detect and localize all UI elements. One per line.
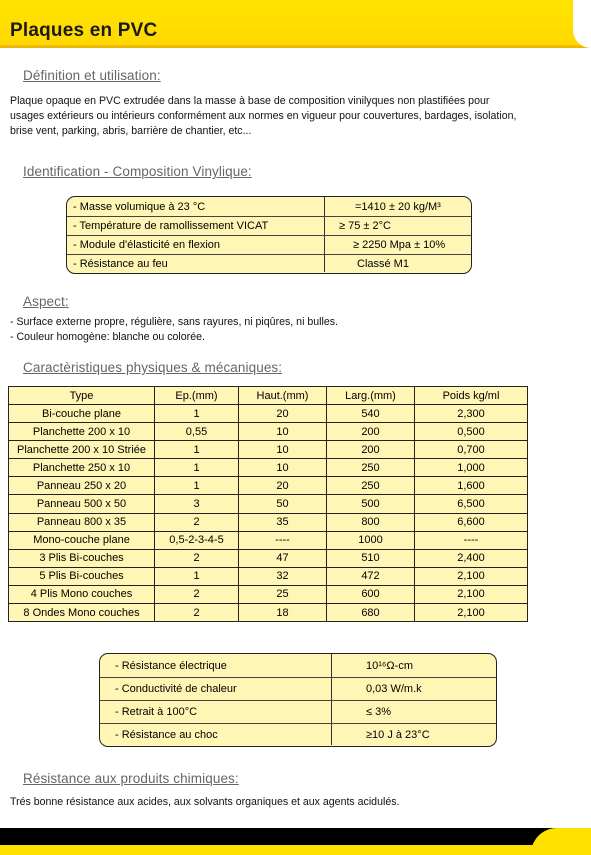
propriete-label: - Résistance au choc <box>100 724 332 745</box>
table-row <box>9 423 528 441</box>
identification-label: - Résistance au feu <box>67 255 325 272</box>
identification-value: ≥ 2250 Mpa ± 10% <box>353 239 446 251</box>
table-cell: 2,100 <box>415 585 528 603</box>
table-cell: Mono-couche plane <box>9 531 155 549</box>
table-body <box>9 405 528 622</box>
table-row <box>9 585 528 603</box>
table-cell: Panneau 500 x 50 <box>9 495 155 513</box>
table-cell: 1 <box>155 441 239 459</box>
table-cell: 472 <box>327 567 415 585</box>
header-corner <box>573 0 591 48</box>
table-row <box>9 567 528 585</box>
identification-label: - Température de ramollissement VICAT <box>67 217 325 235</box>
table-row <box>9 513 528 531</box>
caracteristiques-heading: Caractèristiques physiques & mécaniques: <box>23 360 283 375</box>
table-cell: 2,400 <box>415 549 528 567</box>
table-cell: 10 <box>239 423 327 441</box>
definition-text <box>10 94 580 139</box>
table-cell: 50 <box>239 495 327 513</box>
table-cell: 1 <box>155 567 239 585</box>
table-cell: 1000 <box>327 531 415 549</box>
table-cell: Panneau 800 x 35 <box>9 513 155 531</box>
definition-heading: Définition et utilisation: <box>23 68 161 83</box>
table-row <box>9 531 528 549</box>
table-cell: Planchette 200 x 10 Striée <box>9 441 155 459</box>
identification-row <box>67 254 471 272</box>
table-cell: 680 <box>327 604 415 622</box>
column-header-larg: Larg.(mm) <box>327 387 415 405</box>
table-cell: 47 <box>239 549 327 567</box>
table-row <box>9 604 528 622</box>
table-cell: 3 <box>155 495 239 513</box>
table-cell: Planchette 200 x 10 <box>9 423 155 441</box>
table-cell: 0,500 <box>415 423 528 441</box>
table-cell: 10 <box>239 459 327 477</box>
table-cell: 2,100 <box>415 567 528 585</box>
table-row <box>9 459 528 477</box>
table-cell: 2 <box>155 585 239 603</box>
table-cell: 4 Plis Mono couches <box>9 585 155 603</box>
table-cell: ---- <box>415 531 528 549</box>
caracteristiques-table <box>8 386 528 622</box>
table-cell: Planchette 250 x 10 <box>9 459 155 477</box>
propriete-label: - Conductivité de chaleur <box>100 678 332 700</box>
propriete-row <box>100 723 496 745</box>
table-cell: 6,600 <box>415 513 528 531</box>
table-cell: 1,600 <box>415 477 528 495</box>
table-cell: 1 <box>155 405 239 423</box>
table-cell: 0,700 <box>415 441 528 459</box>
propriete-row <box>100 677 496 700</box>
column-header-poids: Poids kg/ml <box>415 387 528 405</box>
table-row <box>9 549 528 567</box>
propriete-value: 0,03 W/m.k <box>366 683 422 695</box>
chimique-heading: Résistance aux produits chimiques: <box>23 771 239 786</box>
table-cell: 6,500 <box>415 495 528 513</box>
table-cell: 8 Ondes Mono couches <box>9 604 155 622</box>
table-cell: 2,300 <box>415 405 528 423</box>
identification-heading: Identification - Composition Vinylique: <box>23 164 252 179</box>
identification-value: =1410 ± 20 kg/M³ <box>355 200 441 213</box>
table-cell: 5 Plis Bi-couches <box>9 567 155 585</box>
table-cell: 500 <box>327 495 415 513</box>
definition-line: brise vent, parking, abris, barrière de chantier, etc... <box>10 125 252 137</box>
identification-row <box>67 216 471 235</box>
page-title: Plaques en PVC <box>10 20 158 41</box>
propriete-value: ≥10 J à 23°C <box>366 728 430 741</box>
identification-row <box>67 235 471 254</box>
table-cell: 0,5-2-3-4-5 <box>155 531 239 549</box>
table-cell: Bi-couche plane <box>9 405 155 423</box>
propriete-value: ≤ 3% <box>366 706 391 718</box>
table-cell: 1,000 <box>415 459 528 477</box>
propriete-label: - Retrait à 100°C <box>100 701 332 723</box>
table-cell: 3 Plis Bi-couches <box>9 549 155 567</box>
propriete-label: - Résistance électrique <box>100 654 332 677</box>
table-cell: 25 <box>239 585 327 603</box>
table-cell: 600 <box>327 585 415 603</box>
aspect-line: - Couleur homogène: blanche ou colorée. <box>10 331 205 343</box>
table-cell: 2 <box>155 513 239 531</box>
table-cell: 540 <box>327 405 415 423</box>
aspect-heading: Aspect: <box>23 294 69 309</box>
footer-yellow-strip <box>0 845 591 855</box>
propriete-value: 10¹⁶Ω-cm <box>366 659 413 672</box>
table-cell: 35 <box>239 513 327 531</box>
identification-value: ≥ 75 ± 2°C <box>339 220 391 232</box>
table-cell: 20 <box>239 477 327 495</box>
table-cell: ---- <box>239 531 327 549</box>
propriete-row <box>100 700 496 723</box>
table-header-row <box>9 387 528 405</box>
aspect-line: - Surface externe propre, régulière, sans rayures, ni piqûres, ni bulles. <box>10 316 338 328</box>
table-cell: 250 <box>327 477 415 495</box>
table-cell: 2,100 <box>415 604 528 622</box>
identification-label: - Masse volumique à 23 °C <box>67 197 325 216</box>
column-header-haut: Haut.(mm) <box>239 387 327 405</box>
table-cell: 200 <box>327 441 415 459</box>
table-cell: 2 <box>155 549 239 567</box>
proprietes-table <box>99 653 497 747</box>
table-cell: 250 <box>327 459 415 477</box>
table-cell: 800 <box>327 513 415 531</box>
chimique-text: Trés bonne résistance aux acides, aux solvants organiques et aux agents acidulés. <box>10 796 400 808</box>
column-header-type: Type <box>9 387 155 405</box>
table-cell: Panneau 250 x 20 <box>9 477 155 495</box>
table-cell: 1 <box>155 477 239 495</box>
definition-line: Plaque opaque en PVC extrudée dans la masse à base de composition vinilyques non plastifiées pour <box>10 95 490 107</box>
table-cell: 200 <box>327 423 415 441</box>
table-cell: 2 <box>155 604 239 622</box>
propriete-row <box>100 654 496 677</box>
column-header-ep: Ep.(mm) <box>155 387 239 405</box>
table-cell: 10 <box>239 441 327 459</box>
definition-line: usages extérieurs ou intérieurs conformément aux normes en vigueur pour couvertures, bardages, isolation, <box>10 110 517 122</box>
table-row <box>9 441 528 459</box>
identification-table <box>66 196 472 274</box>
table-row <box>9 495 528 513</box>
table-cell: 18 <box>239 604 327 622</box>
table-row <box>9 405 528 423</box>
table-cell: 32 <box>239 567 327 585</box>
identification-label: - Module d'élasticité en flexion <box>67 236 325 254</box>
table-cell: 510 <box>327 549 415 567</box>
table-cell: 0,55 <box>155 423 239 441</box>
table-cell: 1 <box>155 459 239 477</box>
identification-row <box>67 197 471 216</box>
identification-value: Classé M1 <box>357 257 409 270</box>
table-cell: 20 <box>239 405 327 423</box>
table-row <box>9 477 528 495</box>
